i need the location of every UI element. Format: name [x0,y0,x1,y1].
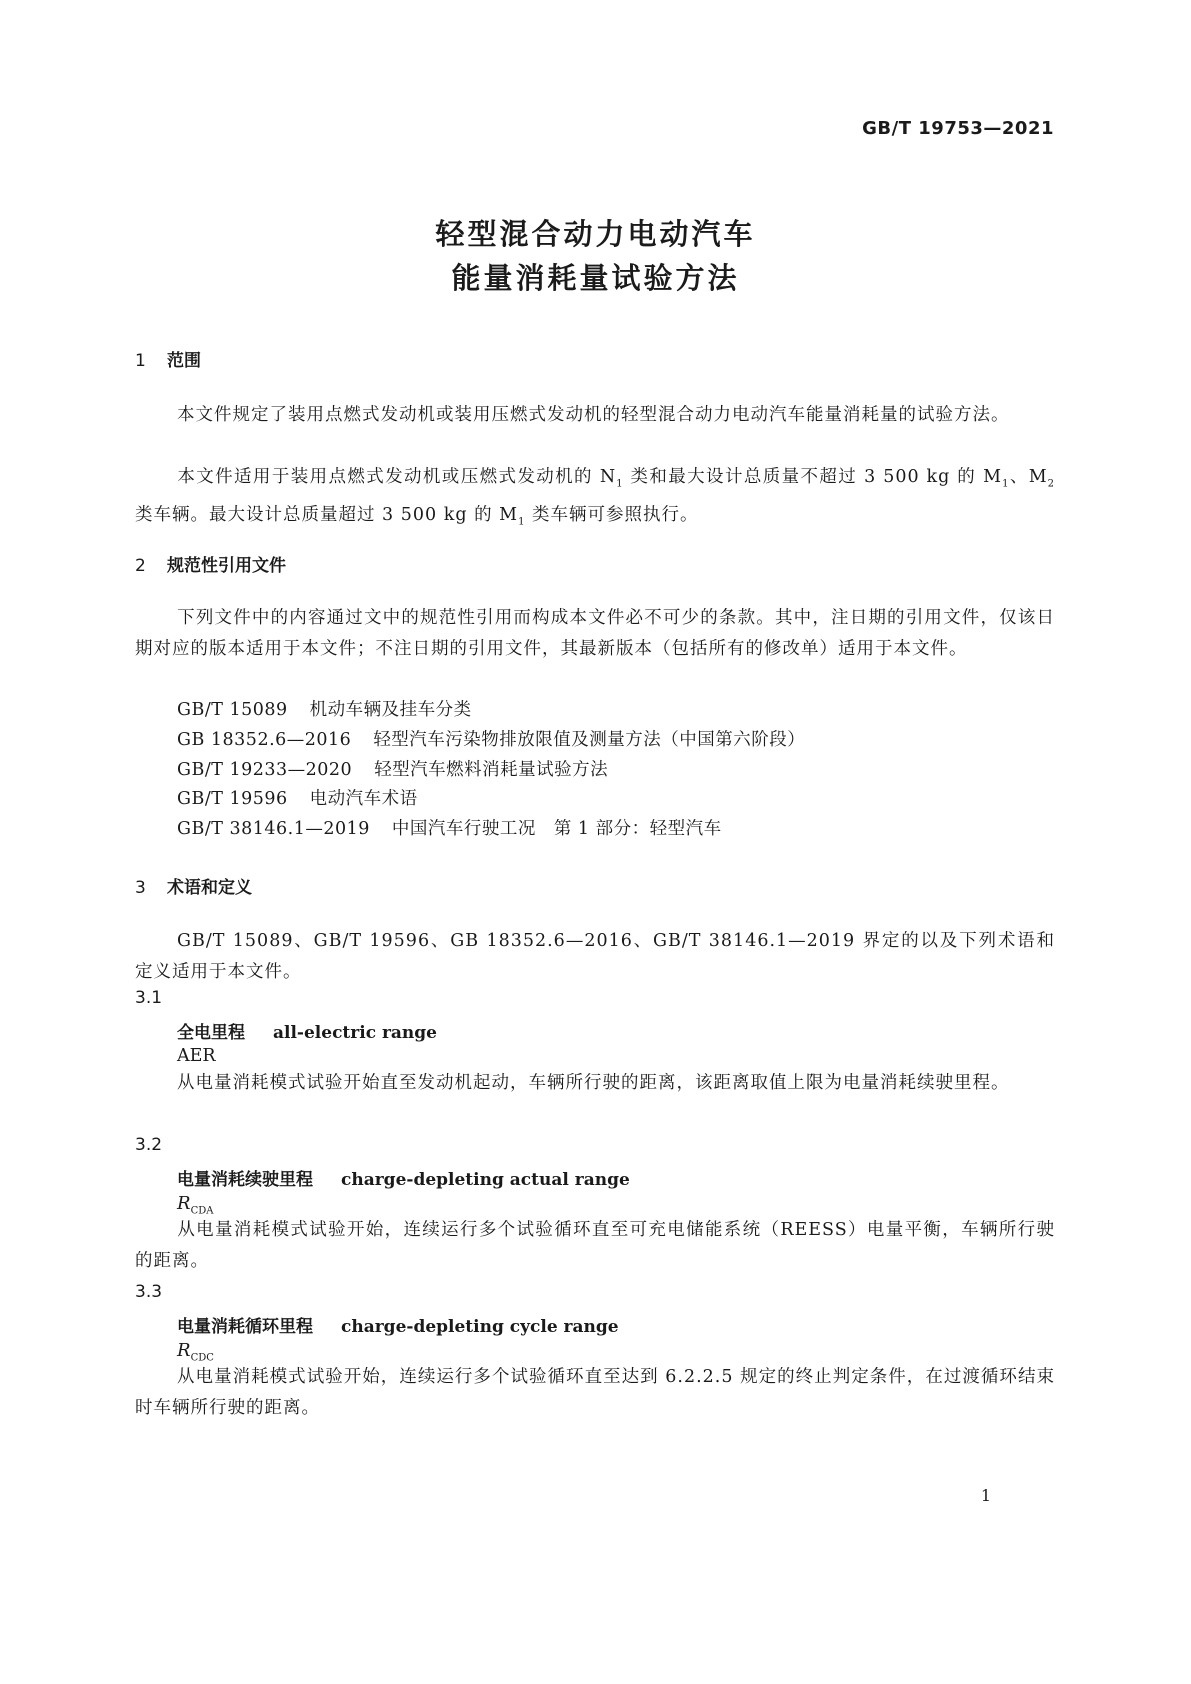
term-en: charge-depleting actual range [341,1170,630,1190]
section-1-heading [135,346,201,371]
clause-number: 3.3 [135,1282,163,1302]
symbol-letter: R [177,1340,191,1361]
term-definition [135,1068,1055,1099]
reference-item [177,756,608,781]
text: 本文件适用于装用点燃式发动机或压燃式发动机的 N [177,467,617,487]
reference-item [177,696,472,721]
term-definition [135,1362,1055,1424]
term-symbol [177,1193,213,1217]
section-2-heading [135,551,286,576]
reference-code: GB/T 19596 [177,789,288,809]
paragraph [135,400,1055,431]
reference-item [177,785,418,810]
term-zh: 全电里程 [177,1023,245,1043]
definition-text: 从电量消耗模式试验开始，连续运行多个试验循环直至达到 6.2.2.5 规定的终止判定条件，在过渡循环结束时车辆所行驶的距离。 [135,1367,1055,1418]
section-title: 规范性引用文件 [167,556,286,576]
section-2-p1: 下列文件中的内容通过文中的规范性引用而构成本文件必不可少的条款。其中，注日期的引用文件，仅该日期对应的版本适用于本文件；不注日期的引用文件，其最新版本（包括所有的修改单）适用于本文件。 [135,608,1055,659]
paragraph [135,462,1055,537]
symbol-subscript: CDA [190,1205,214,1217]
reference-item [177,815,722,840]
text: 类车辆。最大设计总质量超过 3 500 kg 的 M [135,504,519,525]
section-1-p1: 本文件规定了装用点燃式发动机或装用压燃式发动机的轻型混合动力电动汽车能量消耗量的试验方法。 [177,405,1010,425]
term-en: charge-depleting cycle range [341,1317,619,1337]
reference-name: 电动汽车术语 [309,789,418,809]
reference-code: GB/T 38146.1—2019 [177,819,370,839]
section-title: 术语和定义 [167,878,252,898]
term-zh: 电量消耗续驶里程 [177,1170,313,1190]
page-number: 1 [980,1486,991,1505]
subscript: 1 [1002,478,1010,490]
subscript: 1 [616,478,624,490]
document-title-line2: 能量消耗量试验方法 [451,261,740,295]
paragraph [135,926,1055,988]
text: 类车辆可参照执行。 [525,504,699,525]
reference-code: GB 18352.6—2016 [177,730,352,750]
definition-text: 从电量消耗模式试验开始直至发动机起动，车辆所行驶的距离，该距离取值上限为电量消耗续驶里程。 [177,1073,1010,1093]
reference-name: 机动车辆及挂车分类 [309,700,472,720]
subscript: 1 [518,516,526,527]
section-number: 2 [135,556,146,576]
reference-item [177,726,805,751]
term-symbol [177,1340,214,1364]
subscript: 2 [1047,478,1056,490]
reference-code: GB/T 15089 [177,700,288,720]
symbol-subscript: CDC [190,1352,214,1364]
document-title-line1: 轻型混合动力电动汽车 [435,217,756,251]
text: 、M [1009,467,1048,487]
term-definition [135,1215,1055,1277]
reference-name: 轻型汽车燃料消耗量试验方法 [374,760,609,780]
reference-name: 中国汽车行驶工况 第 1 部分：轻型汽车 [391,819,722,839]
section-number: 1 [135,351,146,371]
section-3-p1: GB/T 15089、GB/T 19596、GB 18352.6—2016、GB/T 38146.1—2019 界定的以及下列术语和定义适用于本文件。 [135,931,1055,982]
clause-number: 3.2 [135,1135,163,1155]
term-en: all-electric range [273,1023,437,1043]
term-zh: 电量消耗循环里程 [177,1317,313,1337]
term-heading [177,1312,619,1337]
term-heading [177,1018,437,1043]
definition-text: 从电量消耗模式试验开始，连续运行多个试验循环直至可充电储能系统（REESS）电量平衡，车辆所行驶的距离。 [135,1220,1055,1271]
symbol-letter: R [177,1193,191,1214]
reference-name: 轻型汽车污染物排放限值及测量方法（中国第六阶段） [373,730,806,750]
standard-number: GB/T 19753—2021 [862,118,1054,139]
term-heading [177,1165,630,1190]
term-symbol: AER [177,1046,216,1066]
section-number: 3 [135,878,146,898]
text: 类和最大设计总质量不超过 3 500 kg 的 M [623,467,1003,487]
section-title: 范围 [167,351,201,371]
section-3-heading [135,873,252,898]
clause-number: 3.1 [135,988,163,1008]
reference-code: GB/T 19233—2020 [177,760,353,780]
paragraph [135,603,1055,665]
